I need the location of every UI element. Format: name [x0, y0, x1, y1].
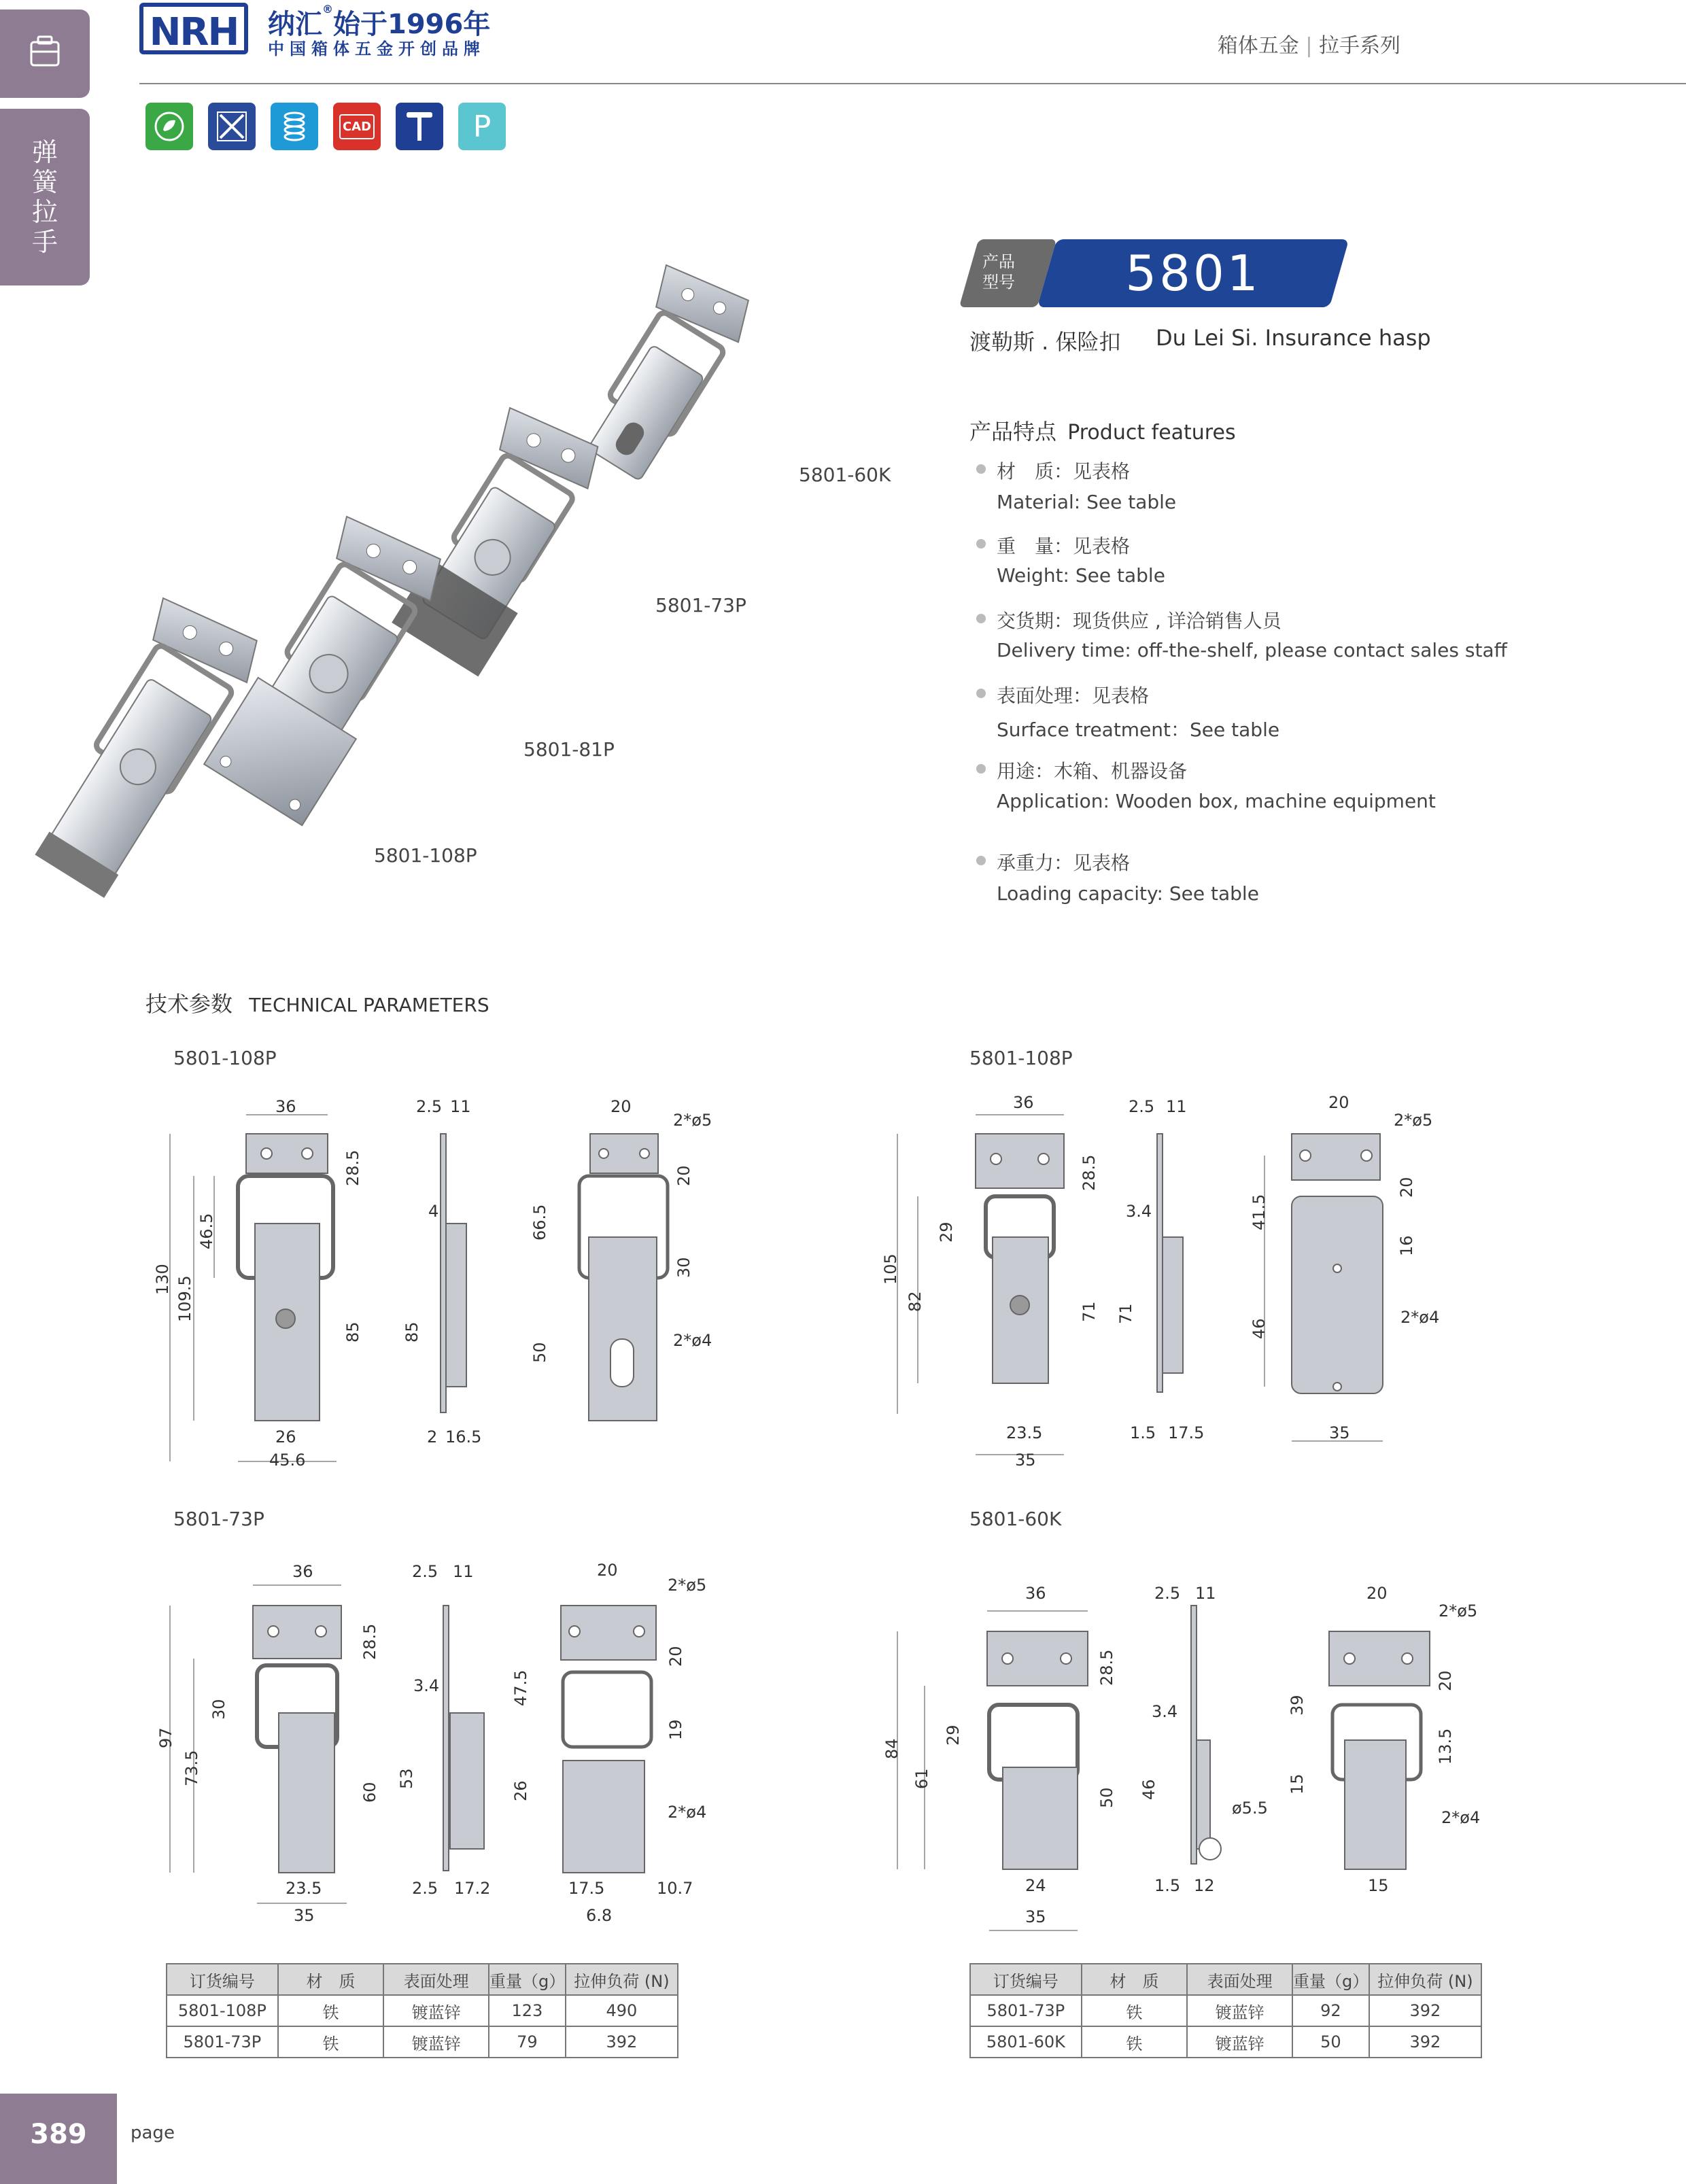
feature-application-en: Application: Wooden box, machine equipment [997, 790, 1436, 812]
table-row [970, 1995, 1481, 2026]
drawing-73p-front [253, 1606, 341, 1873]
dim-label: 1.5 [1130, 1423, 1156, 1442]
dim-label: 28.5 [343, 1149, 362, 1186]
table-cell: 392 [1369, 1995, 1481, 2026]
feature-loading-en: Loading capacity: See table [997, 882, 1259, 905]
dim-label: 105 [881, 1253, 900, 1285]
brand-cn: 纳汇®始于1996年 [268, 3, 491, 40]
photo-label-73p: 5801-73P [655, 594, 746, 617]
table-cell: 铁 [278, 1995, 383, 2026]
dim-label: 2 [427, 1427, 438, 1446]
dim-label: 46.5 [197, 1213, 216, 1249]
dim-label: 2*ø5 [1439, 1601, 1478, 1620]
dim-label: 2.5 [412, 1562, 438, 1581]
p-icon-text: P [472, 109, 492, 144]
dim-label: 29 [944, 1724, 963, 1746]
dim-label: 53 [397, 1768, 416, 1789]
table-cell: 392 [1369, 2026, 1481, 2058]
table-header-cell: 订货编号 [167, 1964, 278, 1995]
dim-label: 2*ø4 [1441, 1808, 1481, 1827]
brand-name-cn: 纳汇 [268, 9, 322, 40]
table-cell: 79 [489, 2026, 566, 2058]
drawing-108p-back [579, 1134, 668, 1421]
dim-label: 97 [156, 1727, 175, 1748]
drawing-108p-side [441, 1134, 466, 1412]
table-cell: 镀蓝锌 [1187, 2026, 1292, 2058]
dim-label: 2.5 [1154, 1584, 1181, 1603]
table-cell: 5801-60K [970, 2026, 1082, 2058]
breadcrumb-section[interactable]: 箱体五金 [1217, 34, 1299, 58]
table-header-cell: 材 质 [278, 1964, 383, 1995]
dim-label: 11 [1166, 1097, 1187, 1116]
dim-label: 39 [1288, 1695, 1307, 1716]
dim-label: 11 [453, 1562, 474, 1581]
dim-label: 20 [1366, 1584, 1388, 1603]
drawing-title: 5801-60K [969, 1508, 1062, 1530]
dim-label: 20 [1328, 1093, 1349, 1112]
table-header-cell: 重量（g） [489, 1964, 566, 1995]
dim-label: 84 [882, 1738, 901, 1759]
badge-label-line2: 型号 [982, 273, 1015, 292]
table-cell: 镀蓝锌 [1187, 1995, 1292, 2026]
dim-label: 20 [1397, 1177, 1416, 1198]
feature-delivery-en: Delivery time: off-the-shelf, please contact sales staff [997, 639, 1507, 661]
feature-material-en: Material: See table [997, 491, 1177, 513]
feature-weight-en: Weight: See table [997, 564, 1165, 587]
table-cell: 5801-73P [970, 1995, 1082, 2026]
dim-label: 3.4 [1126, 1202, 1152, 1221]
dim-label: 12 [1194, 1876, 1215, 1895]
feature-loading-cn: 承重力：见表格 [997, 852, 1131, 874]
brand-logo: NRH [139, 3, 248, 54]
dim-label: 41.5 [1250, 1194, 1269, 1230]
dim-label: 36 [275, 1097, 296, 1116]
spec-table-right [969, 1963, 1482, 2058]
table-header-cell: 拉伸负荷 (N) [566, 1964, 678, 1995]
drawing-108p-front-b [976, 1134, 1064, 1383]
drawing-60k-side [1191, 1606, 1221, 1864]
feature-application-cn: 用途：木箱、机器设备 [997, 760, 1188, 782]
dim-label: 2*ø5 [673, 1111, 712, 1130]
dim-label: 35 [1329, 1423, 1350, 1442]
table-cell: 镀蓝锌 [383, 1995, 489, 2026]
dim-label: 20 [597, 1561, 618, 1580]
table-cell: 123 [489, 1995, 566, 2026]
dim-label: 71 [1116, 1303, 1135, 1324]
dim-label: 28.5 [1080, 1154, 1099, 1191]
dim-label: 46 [1250, 1318, 1269, 1339]
dim-label: 2*ø4 [673, 1331, 712, 1350]
dim-label: 2*ø5 [668, 1576, 707, 1595]
dim-label: 30 [209, 1699, 228, 1720]
dim-label: 30 [674, 1257, 693, 1278]
dim-label: 29 [937, 1221, 956, 1243]
table-header-cell: 材 质 [1082, 1964, 1187, 1995]
dim-label: 11 [1195, 1584, 1216, 1603]
dim-label: 6.8 [586, 1906, 613, 1925]
drawing-title: 5801-108P [969, 1047, 1073, 1069]
dim-label: 71 [1080, 1301, 1099, 1322]
dim-label: 35 [294, 1906, 315, 1925]
feature-material-cn: 材 质：见表格 [997, 460, 1131, 483]
drawing-108p-front [238, 1134, 333, 1421]
dim-label: 47.5 [511, 1669, 530, 1706]
dim-label: 3.4 [413, 1676, 440, 1695]
table-cell: 92 [1292, 1995, 1369, 2026]
dim-label: 46 [1139, 1779, 1158, 1800]
dim-label: 28.5 [1097, 1649, 1116, 1686]
dim-label: 15 [1368, 1876, 1389, 1895]
breadcrumb-separator: | [1305, 34, 1313, 58]
badge-label-line1: 产品 [982, 252, 1015, 271]
dim-label: 20 [1436, 1670, 1455, 1691]
dim-label: 16 [1397, 1235, 1416, 1256]
brand-slogan: 始于1996年 [333, 9, 491, 40]
page-number: 389 [0, 2094, 117, 2184]
table-row [970, 2026, 1481, 2058]
brand-subtitle: 中国箱体五金开创品牌 [268, 39, 485, 58]
table-cell: 490 [566, 1995, 678, 2026]
drawing-108p-side-b [1157, 1134, 1183, 1392]
table-cell: 铁 [278, 2026, 383, 2058]
dim-label: 61 [912, 1768, 931, 1789]
dim-label: 36 [1025, 1584, 1046, 1603]
dim-label: 36 [1013, 1093, 1034, 1112]
dim-label: 4 [428, 1202, 439, 1221]
dim-label: 24 [1025, 1876, 1046, 1895]
table-header-row [970, 1964, 1481, 1995]
dim-label: 66.5 [530, 1204, 549, 1241]
dim-label: 23.5 [1006, 1423, 1043, 1442]
product-name-en: Du Lei Si. Insurance hasp [1156, 325, 1431, 351]
photo-label-108p: 5801-108P [374, 844, 477, 867]
dim-label: 85 [402, 1321, 422, 1342]
drawing-60k-front [987, 1631, 1088, 1869]
feature-weight-cn: 重 量：见表格 [997, 535, 1131, 557]
dim-label: 17.5 [568, 1879, 605, 1898]
breadcrumb-subsection[interactable]: 拉手系列 [1319, 34, 1400, 58]
tech-title-cn: 技术参数 [145, 991, 233, 1017]
feature-surface-en: Surface treatment：See table [997, 718, 1280, 741]
features-title-en: Product features [1067, 421, 1236, 445]
dim-label: 2.5 [416, 1097, 443, 1116]
table-header-cell: 表面处理 [383, 1964, 489, 1995]
dim-label: 60 [360, 1782, 379, 1803]
dim-label: 109.5 [175, 1275, 194, 1322]
table-cell: 铁 [1082, 1995, 1187, 2026]
features-title-cn: 产品特点 [969, 419, 1057, 445]
cad-icon-text: CAD [339, 114, 375, 139]
dim-label: 16.5 [445, 1427, 482, 1446]
page-label: page [131, 2123, 175, 2143]
table-cell: 392 [566, 2026, 678, 2058]
feature-delivery-cn: 交货期：现货供应 , 详洽销售人员 [997, 610, 1281, 632]
dim-label: 20 [610, 1097, 632, 1116]
drawing-73p-back [561, 1606, 656, 1873]
model-number: 5801 [1125, 245, 1261, 302]
drawing-73p-side [443, 1606, 484, 1871]
dim-label: 82 [906, 1291, 925, 1312]
dim-label: 50 [530, 1342, 549, 1363]
drawing-108p-back-b [1292, 1134, 1383, 1393]
dim-label: 85 [343, 1321, 362, 1342]
dim-label: 28.5 [360, 1623, 379, 1660]
table-header-row [167, 1964, 678, 1995]
sidebar-category-text: 弹簧拉手 [31, 137, 58, 257]
dim-label: 35 [1025, 1907, 1046, 1926]
tech-title-en: TECHNICAL PARAMETERS [249, 994, 489, 1016]
dim-label: 11 [450, 1097, 471, 1116]
table-cell: 镀蓝锌 [383, 2026, 489, 2058]
drawing-title: 5801-73P [173, 1508, 264, 1530]
dim-label: 26 [275, 1427, 296, 1446]
table-cell: 5801-73P [167, 2026, 278, 2058]
table-header-cell: 表面处理 [1187, 1964, 1292, 1995]
drawing-title: 5801-108P [173, 1047, 277, 1069]
table-row [167, 1995, 678, 2026]
table-cell: 铁 [1082, 2026, 1187, 2058]
dim-label: 20 [666, 1646, 685, 1667]
dim-label: 45.6 [269, 1451, 306, 1470]
dim-label: 2*ø4 [1400, 1308, 1440, 1327]
dim-label: 2*ø4 [668, 1803, 707, 1822]
feature-surface-cn: 表面处理：见表格 [997, 684, 1150, 707]
dim-label: 50 [1097, 1787, 1116, 1808]
dim-label: 2.5 [412, 1879, 438, 1898]
dim-label: 2*ø5 [1394, 1111, 1433, 1130]
dim-label: 23.5 [286, 1879, 322, 1898]
dim-label: 20 [674, 1165, 693, 1186]
dim-label: 3.4 [1152, 1702, 1178, 1721]
dim-label: 1.5 [1154, 1876, 1181, 1895]
spec-table-left [166, 1963, 678, 2058]
photo-label-81p: 5801-81P [523, 738, 615, 761]
drawing-60k-back [1329, 1631, 1430, 1869]
table-header-cell: 重量（g） [1292, 1964, 1369, 1995]
product-name-cn: 渡勒斯 . 保险扣 [969, 329, 1121, 355]
dim-label: 130 [153, 1264, 172, 1295]
dim-label: 2.5 [1129, 1097, 1155, 1116]
table-cell: 5801-108P [167, 1995, 278, 2026]
dim-label: 19 [666, 1719, 685, 1740]
dim-label: 17.2 [454, 1879, 491, 1898]
dim-label: 15 [1288, 1773, 1307, 1795]
dim-label: 36 [292, 1562, 313, 1581]
table-header-cell: 拉伸负荷 (N) [1369, 1964, 1481, 1995]
dim-label: 13.5 [1436, 1728, 1455, 1765]
dim-label: 73.5 [182, 1750, 201, 1786]
dim-label: ø5.5 [1232, 1799, 1268, 1818]
dim-label: 10.7 [657, 1879, 693, 1898]
dim-label: 26 [511, 1780, 530, 1801]
table-header-cell: 订货编号 [970, 1964, 1082, 1995]
dim-label: 35 [1015, 1451, 1036, 1470]
photo-label-60k: 5801-60K [799, 464, 891, 486]
table-cell: 50 [1292, 2026, 1369, 2058]
dim-label: 17.5 [1168, 1423, 1205, 1442]
table-row [167, 2026, 678, 2058]
